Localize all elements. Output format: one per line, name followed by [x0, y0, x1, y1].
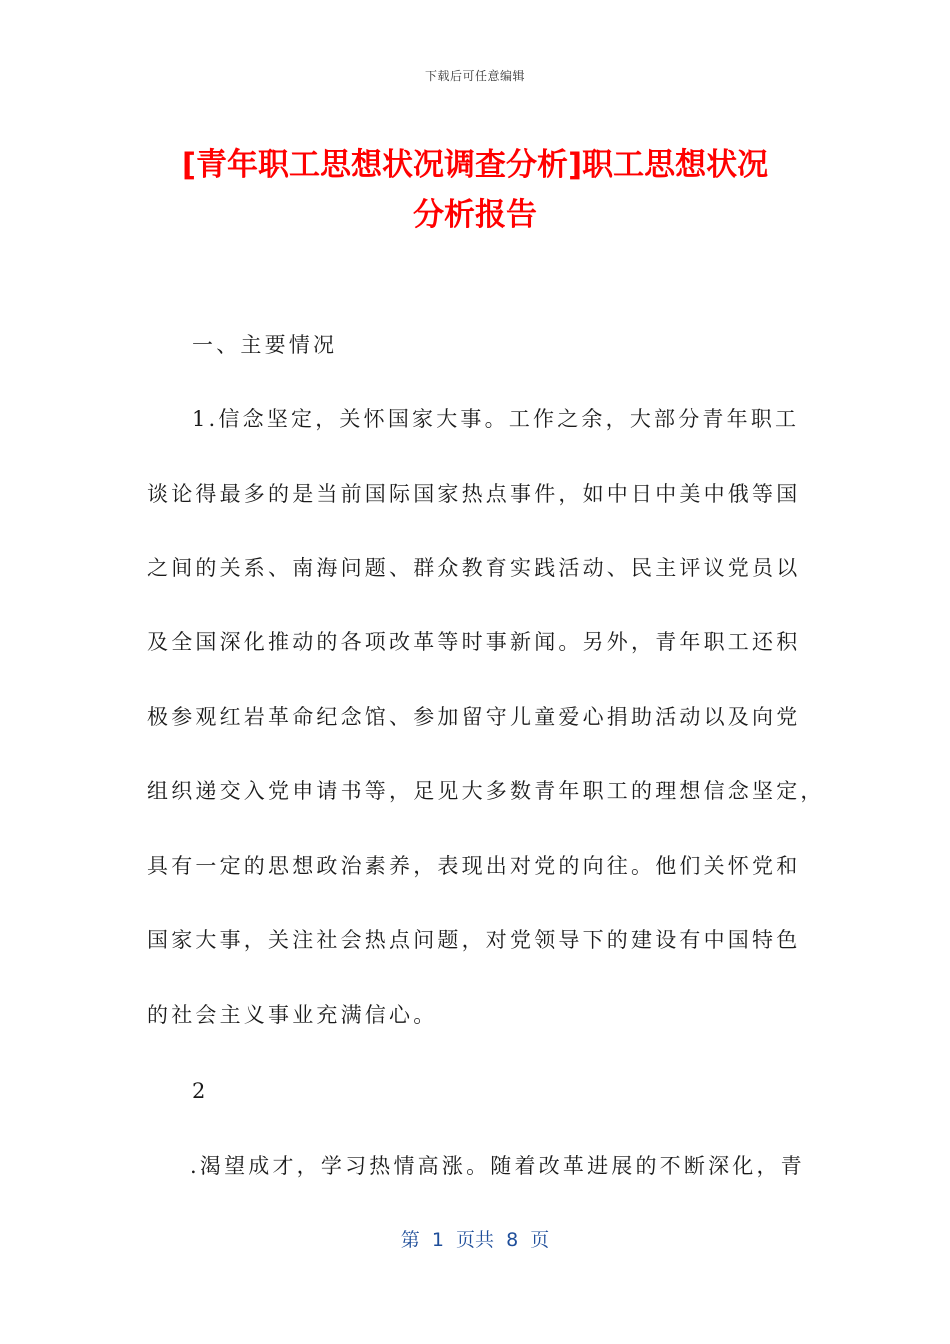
- paragraph-line: .渴望成才，学习热情高涨。随着改革进展的不断深化，青: [190, 1154, 805, 1178]
- section-heading: 一、主要情况: [192, 333, 338, 357]
- paragraph-line: 1.信念坚定，关怀国家大事。工作之余，大部分青年职工: [192, 407, 800, 431]
- document-title: [120, 140, 830, 240]
- paragraph-line: 国家大事，关注社会热点问题，对党领导下的建设有中国特色: [147, 928, 801, 952]
- paragraph-line: 的社会主义事业充满信心。: [147, 1003, 438, 1027]
- paragraph-line: 之间的关系、南海问题、群众教育实践活动、民主评议党员以: [147, 556, 801, 580]
- title-line-1: [青年职工思想状况调查分析]职工思想状况: [181, 147, 769, 183]
- paragraph-line: 谈论得最多的是当前国际国家热点事件，如中日中美中俄等国: [147, 482, 801, 506]
- page-footer: 第 1 页共 8 页: [400, 1229, 550, 1251]
- item-2-number: 2: [192, 1079, 209, 1103]
- paragraph-line: 及全国深化推动的各项改革等时事新闻。另外，青年职工还积: [147, 630, 801, 654]
- header-note: 下载后可任意编辑: [424, 69, 525, 83]
- paragraph-line: 组织递交入党申请书等，足见大多数青年职工的理想信念坚定，: [147, 779, 825, 803]
- paragraph-line: 极参观红岩革命纪念馆、参加留守儿童爱心捐助活动以及向党: [147, 705, 801, 729]
- paragraph-line: 具有一定的思想政治素养，表现出对党的向往。他们关怀党和: [147, 854, 801, 878]
- title-line-2: 分析报告: [413, 197, 537, 233]
